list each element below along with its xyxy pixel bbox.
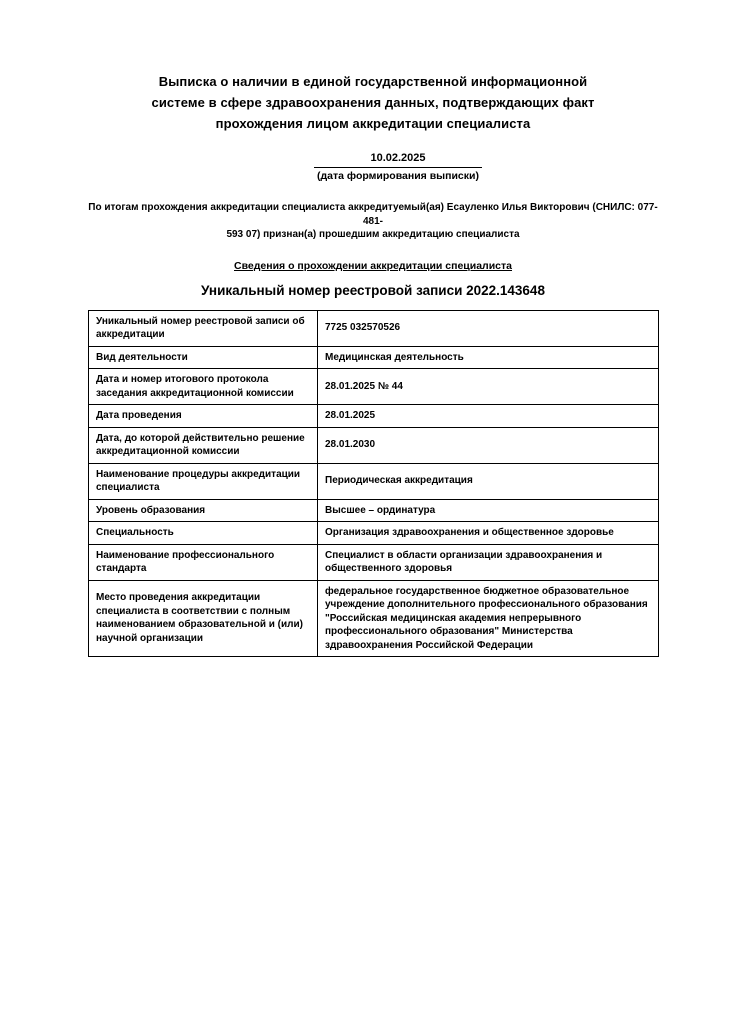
- table-row: [89, 580, 659, 657]
- intro-paragraph: [88, 201, 658, 242]
- table-row: [89, 427, 659, 463]
- row-label: Уникальный номер реестровой записи об аккредитации: [89, 310, 318, 346]
- row-label: Дата и номер итогового протокола заседания аккредитационной комиссии: [89, 369, 318, 405]
- row-label: Специальность: [89, 522, 318, 545]
- document-title: [88, 71, 658, 134]
- document-title-line: прохождения лицом аккредитации специалиста: [215, 116, 531, 131]
- table-row: [89, 544, 659, 580]
- row-value: Специалист в области организации здравоохранения и общественного здоровья: [318, 544, 659, 580]
- document-title-line: Выписка о наличии в единой государственной информационной: [158, 74, 588, 89]
- table-row: [89, 522, 659, 545]
- row-label: Наименование процедуры аккредитации специалиста: [89, 463, 318, 499]
- extract-date-caption: (дата формирования выписки): [317, 170, 479, 182]
- table-row: [89, 499, 659, 522]
- table-row: [89, 310, 659, 346]
- document-title-line: системе в сфере здравоохранения данных, подтверждающих факт: [151, 95, 595, 110]
- table-row: [89, 369, 659, 405]
- row-value: 28.01.2025: [318, 405, 659, 428]
- row-value: 7725 032570526: [318, 310, 659, 346]
- row-label: Дата, до которой действительно решение аккредитационной комиссии: [89, 427, 318, 463]
- row-label: Уровень образования: [89, 499, 318, 522]
- row-label: Наименование профессионального стандарта: [89, 544, 318, 580]
- section-subtitle: Сведения о прохождении аккредитации специалиста: [234, 259, 512, 272]
- row-value: Медицинская деятельность: [318, 346, 659, 369]
- row-value: Организация здравоохранения и общественное здоровье: [318, 522, 659, 545]
- extract-date: 10.02.2025: [314, 151, 482, 168]
- accreditation-table: [88, 310, 659, 658]
- row-value: Высшее – ординатура: [318, 499, 659, 522]
- intro-line: 593 07) признан(а) прошедшим аккредитацию специалиста: [226, 229, 520, 240]
- table-row: [89, 463, 659, 499]
- row-value: Периодическая аккредитация: [318, 463, 659, 499]
- row-label: Вид деятельности: [89, 346, 318, 369]
- intro-line: По итогам прохождения аккредитации специалиста аккредитуемый(ая) Есауленко Илья Викторович (СНИЛС: 077-481-: [88, 202, 658, 227]
- row-label: Дата проведения: [89, 405, 318, 428]
- table-row: [89, 405, 659, 428]
- registry-number-title: Уникальный номер реестровой записи 2022.143648: [201, 282, 545, 298]
- extract-date-block: [314, 151, 482, 183]
- table-row: [89, 346, 659, 369]
- row-value: 28.01.2030: [318, 427, 659, 463]
- row-label: Место проведения аккредитации специалиста в соответствии с полным наименованием образовательной и (или) научной организации: [89, 580, 318, 657]
- row-value: 28.01.2025 № 44: [318, 369, 659, 405]
- row-value: федеральное государственное бюджетное образовательное учреждение дополнительного профессионального образования "Российская медицинская академия непрерывного профессионального образования" Министерства здравоохранения Российской Федерации: [318, 580, 659, 657]
